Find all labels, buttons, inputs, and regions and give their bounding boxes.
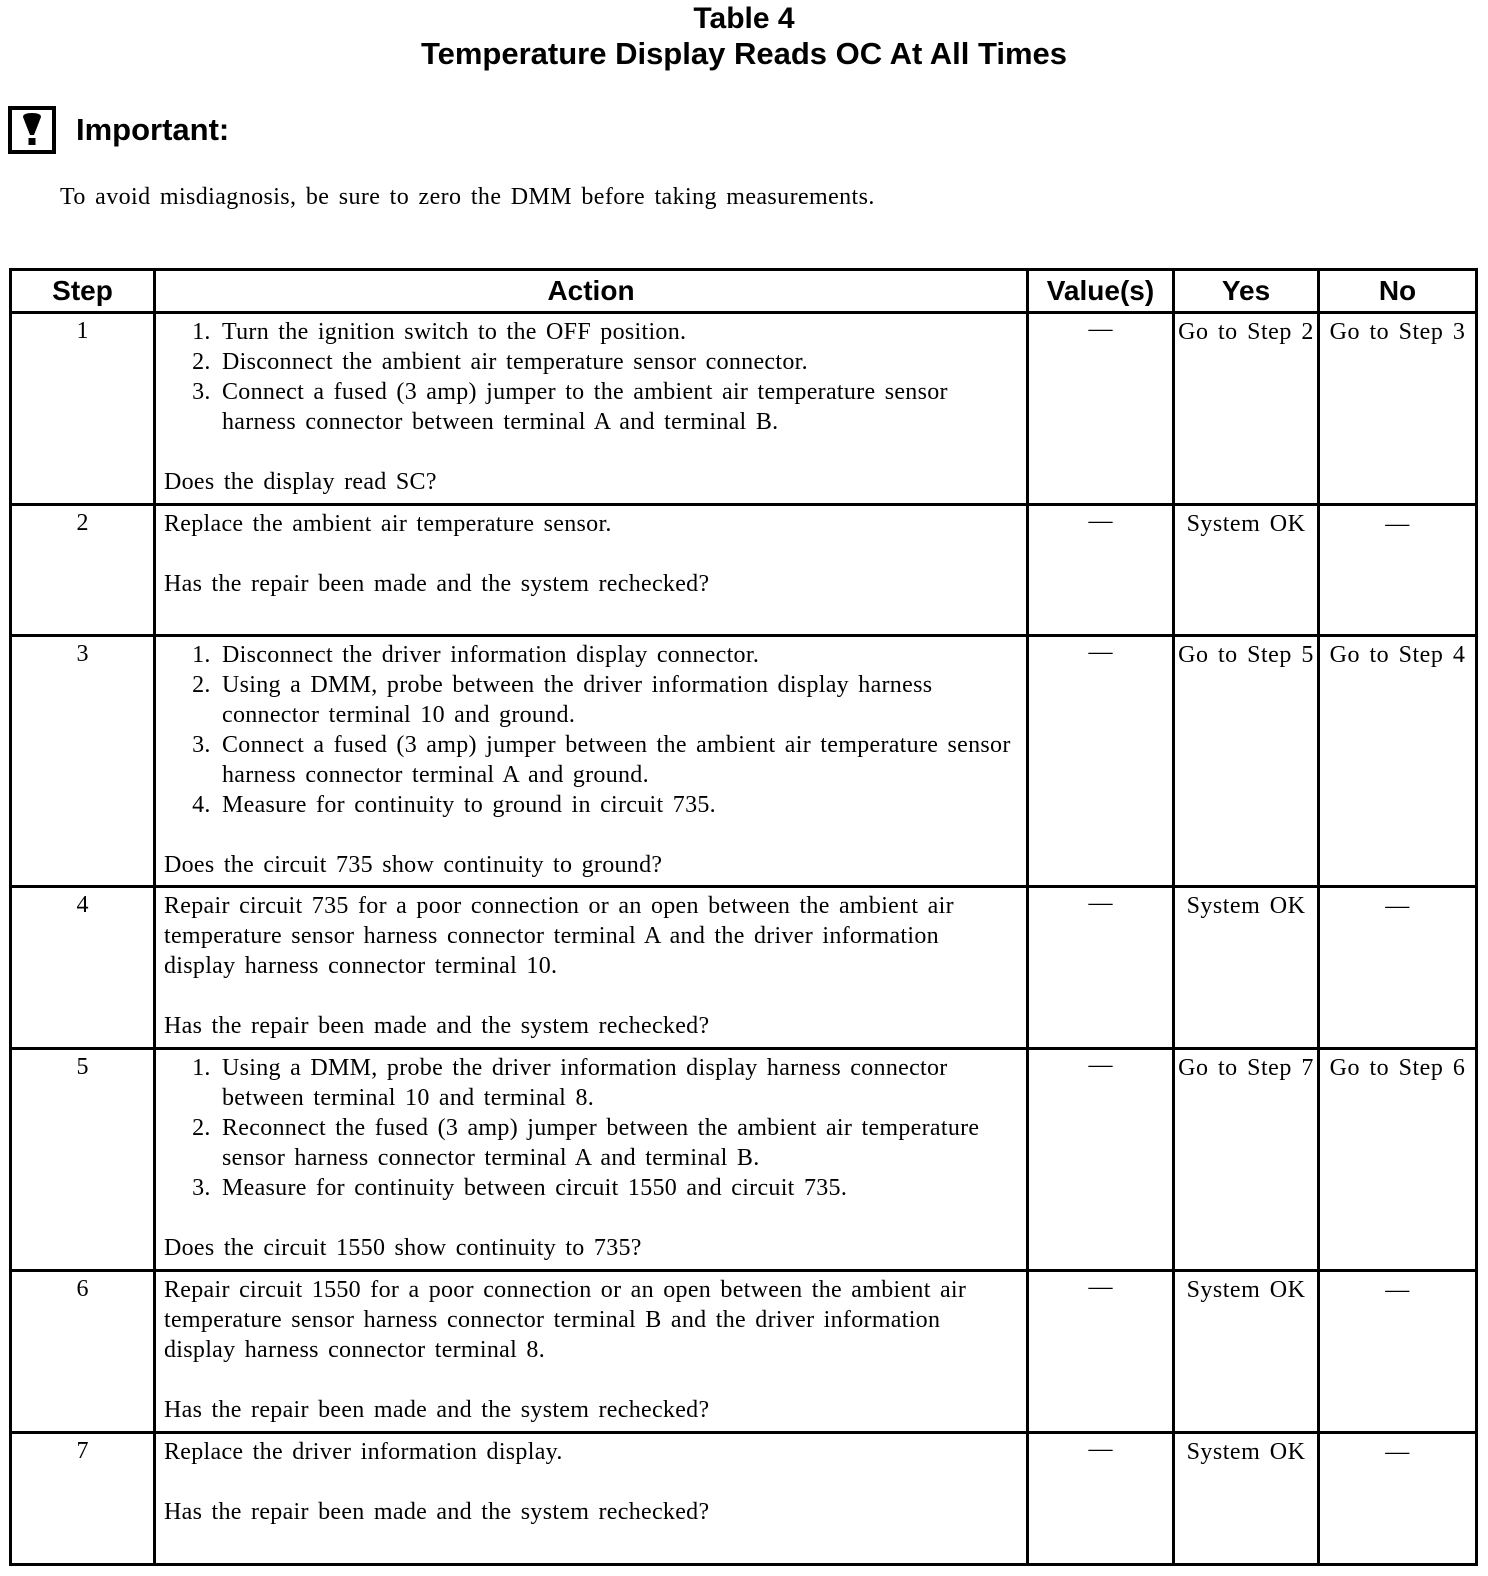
yes-cell: System OK [1174, 1271, 1319, 1433]
action-cell [155, 1433, 1028, 1565]
header-action: Action [155, 270, 1028, 313]
value-cell: — [1028, 636, 1174, 887]
header-values: Value(s) [1028, 270, 1174, 313]
instruction-list [164, 317, 1018, 437]
value-cell: — [1028, 313, 1174, 505]
action-cell [155, 887, 1028, 1049]
table-row [11, 636, 1477, 887]
no-cell: — [1319, 887, 1477, 1049]
question-text: Does the display read SC? [164, 469, 437, 495]
table-row [11, 887, 1477, 1049]
yes-cell: Go to Step 5 [1174, 636, 1319, 887]
yes-cell: Go to Step 2 [1174, 313, 1319, 505]
instruction-text: Replace the driver information display. [164, 1439, 563, 1465]
instruction-item: 2. Disconnect the ambient air temperature sensor connector. [220, 347, 1018, 377]
instruction-item: 2. Using a DMM, probe between the driver information display harness connector terminal 10 and ground. [220, 670, 1018, 730]
yes-cell: System OK [1174, 887, 1319, 1049]
step-number: 1 [11, 313, 155, 505]
no-cell: — [1319, 1271, 1477, 1433]
action-cell [155, 313, 1028, 505]
step-number: 5 [11, 1049, 155, 1271]
value-cell: — [1028, 1433, 1174, 1565]
question-text: Has the repair been made and the system rechecked? [164, 571, 710, 597]
table-title: Temperature Display Reads OC At All Times [420, 36, 1068, 71]
instruction-item: 3. Connect a fused (3 amp) jumper between the ambient air temperature sensor harness connector terminal A and ground. [220, 730, 1018, 790]
step-number: 2 [11, 505, 155, 636]
step-number: 4 [11, 887, 155, 1049]
table-row [11, 1271, 1477, 1433]
table-row [11, 313, 1477, 505]
no-cell: Go to Step 3 [1319, 313, 1477, 505]
action-cell [155, 636, 1028, 887]
instruction-text: Repair circuit 735 for a poor connection or an open between the ambient air temperature sensor harness connector terminal A and the driver information display harness connector terminal 10. [164, 893, 954, 979]
important-label: Important: [76, 112, 230, 147]
instruction-item: 1. Using a DMM, probe the driver information display harness connector between terminal 10 and terminal 8. [220, 1053, 1018, 1113]
instruction-text: Repair circuit 1550 for a poor connection or an open between the ambient air temperature sensor harness connector terminal B and the driver information display harness connector terminal 8. [164, 1277, 967, 1363]
header-no: No [1319, 270, 1477, 313]
question-text: Does the circuit 1550 show continuity to 735? [164, 1235, 642, 1261]
question-text: Has the repair been made and the system rechecked? [164, 1499, 710, 1525]
question-text: Has the repair been made and the system rechecked? [164, 1397, 710, 1423]
action-cell [155, 1049, 1028, 1271]
page-title [0, 2, 1488, 72]
yes-cell: Go to Step 7 [1174, 1049, 1319, 1271]
instruction-item: 4. Measure for continuity to ground in circuit 735. [220, 790, 1018, 820]
question-text: Does the circuit 735 show continuity to ground? [164, 852, 663, 878]
instruction-item: 2. Reconnect the fused (3 amp) jumper between the ambient air temperature sensor harness connector terminal A and terminal B. [220, 1113, 1018, 1173]
important-icon [8, 106, 56, 154]
instruction-item: 1. Turn the ignition switch to the OFF position. [220, 317, 1018, 347]
step-number: 3 [11, 636, 155, 887]
diagnostic-table [9, 268, 1478, 1566]
instruction-list [164, 640, 1018, 820]
instruction-text: Replace the ambient air temperature sensor. [164, 511, 612, 537]
step-number: 6 [11, 1271, 155, 1433]
action-cell [155, 505, 1028, 636]
table-row [11, 505, 1477, 636]
no-cell: — [1319, 505, 1477, 636]
instruction-item: 3. Measure for continuity between circuit 1550 and circuit 735. [220, 1173, 1018, 1203]
instruction-item: 3. Connect a fused (3 amp) jumper to the ambient air temperature sensor harness connector between terminal A and terminal B. [220, 377, 1018, 437]
action-cell [155, 1271, 1028, 1433]
value-cell: — [1028, 1049, 1174, 1271]
table-row [11, 1049, 1477, 1271]
header-step: Step [11, 270, 155, 313]
step-number: 7 [11, 1433, 155, 1565]
question-text: Has the repair been made and the system rechecked? [164, 1013, 710, 1039]
table-header-row [11, 270, 1477, 313]
important-callout [8, 103, 229, 157]
value-cell: — [1028, 505, 1174, 636]
no-cell: Go to Step 6 [1319, 1049, 1477, 1271]
header-yes: Yes [1174, 270, 1319, 313]
value-cell: — [1028, 887, 1174, 1049]
table-row [11, 1433, 1477, 1565]
no-cell: Go to Step 4 [1319, 636, 1477, 887]
yes-cell: System OK [1174, 505, 1319, 636]
value-cell: — [1028, 1271, 1174, 1433]
instruction-list [164, 1053, 1018, 1203]
yes-cell: System OK [1174, 1433, 1319, 1565]
no-cell: — [1319, 1433, 1477, 1565]
table-number: Table 4 [693, 2, 795, 35]
important-note: To avoid misdiagnosis, be sure to zero the DMM before taking measurements. [60, 184, 875, 210]
instruction-item: 1. Disconnect the driver information display connector. [220, 640, 1018, 670]
